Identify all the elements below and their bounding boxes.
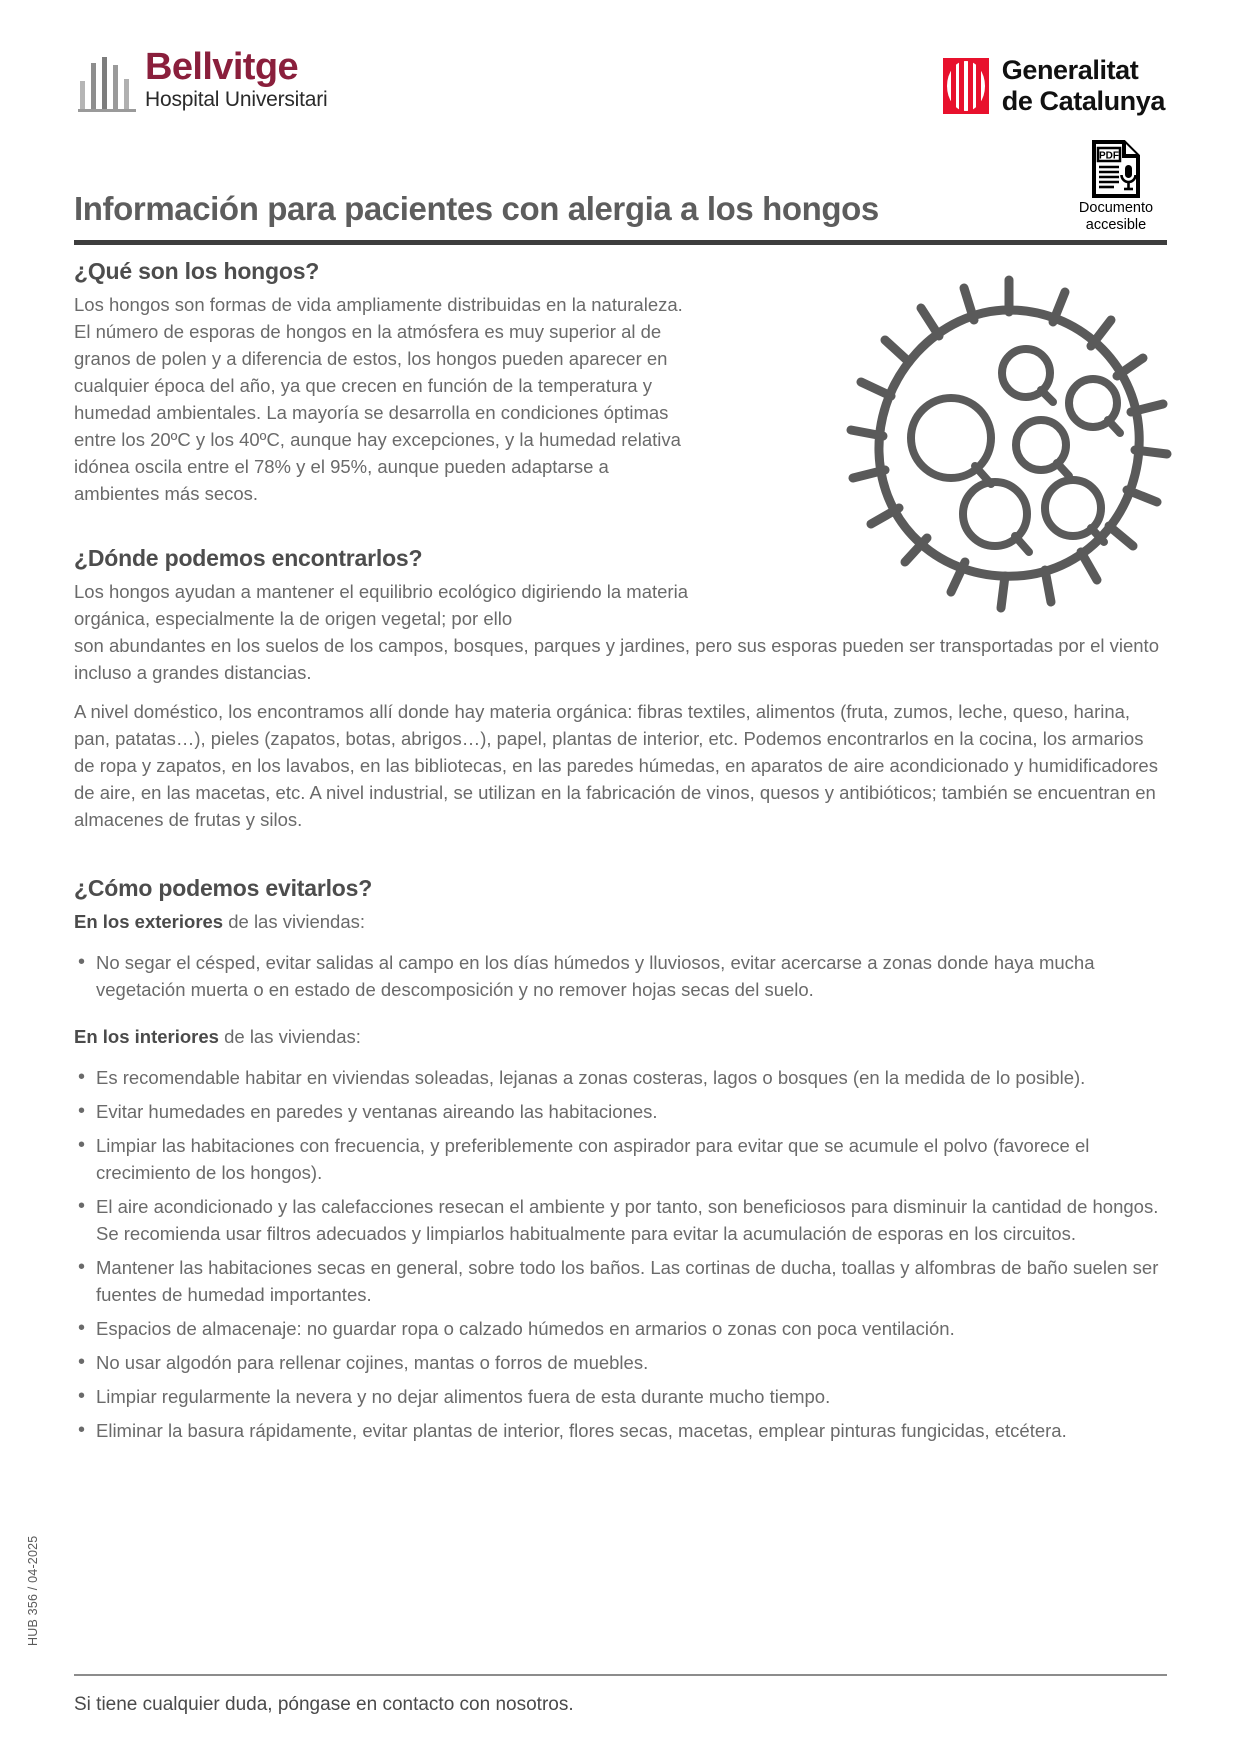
interiors-lead-bold: En los interiores [74,1026,219,1047]
section-donde-encontrarlos [74,545,1167,833]
exteriors-bullet-list [74,949,1167,1003]
badge-caption-line1: Documento [1078,200,1154,216]
section-heading: ¿Dónde podemos encontrarlos? [74,545,423,571]
hospital-brand-subtitle: Hospital Universitari [145,88,328,111]
section-heading: ¿Cómo podemos evitarlos? [74,875,373,901]
exteriors-lead-rest: de las viviendas: [223,911,366,932]
generalitat-logo [943,55,1165,117]
section-paragraph-narrow: Los hongos ayudan a mantener el equilibrio ecológico digiriendo la materia orgánica, especialmente la de origen vegetal; por ello [74,581,688,629]
bellvitge-hospital-logo [78,48,328,112]
section-paragraph: Los hongos son formas de vida ampliamente distribuidas en la naturaleza. El número de esporas de hongos en la atmósfera es muy superior al de granos de polen y a diferencia de estos, los hongos pueden aparecer en cualquier época del año, ya que crecen en función de la temperatura y humedad ambientales. La mayoría se desarrolla en condiciones óptimas entre los 20ºC y los 40ºC, aunque hay excepciones, y la humedad relativa idónea oscila entre el 78% y el 95%, aunque pueden adaptarse a ambientes más secos. [74,294,683,504]
generalitat-line2: de Catalunya [1001,86,1165,117]
section-paragraph-wide: son abundantes en los suelos de los campos, bosques, parques y jardines, pero sus esporas pueden ser transportadas por el viento incluso a grandes distancias. [74,635,1159,683]
exteriors-lead-bold: En los exteriores [74,911,224,932]
list-item: • No usar algodón para rellenar cojines, mantas o forros de muebles. [74,1349,1167,1376]
footer-contact-text: Si tiene cualquier duda, póngase en contacto con nosotros. [74,1694,574,1715]
list-item: • Evitar humedades en paredes y ventanas aireando las habitaciones. [74,1098,1167,1125]
title-divider [74,240,1167,245]
list-item: • Eliminar la basura rápidamente, evitar plantas de interior, flores secas, macetas, emplear pinturas fungicidas, etcétera. [74,1417,1167,1444]
interiors-bullet-list [74,1064,1167,1444]
hospital-brand-name: Bellvitge [145,46,298,88]
list-item: • Limpiar las habitaciones con frecuencia, y preferiblemente con aspirador para evitar que se acumule el polvo (favorece el crecimiento de los hongos). [74,1132,1167,1186]
section-heading: ¿Qué son los hongos? [74,258,320,284]
page-header [0,0,1241,140]
list-item: • Limpiar regularmente la nevera y no dejar alimentos fuera de esta durante mucho tiempo. [74,1383,1167,1410]
interiors-lead-rest: de las viviendas: [218,1026,361,1047]
list-item: • Espacios de almacenaje: no guardar ropa o calzado húmedos en armarios o zonas con poca ventilación. [74,1315,1167,1342]
title-block [74,190,1167,245]
generalitat-line1: Generalitat [1001,55,1139,85]
bellvitge-building-bars-icon [78,54,136,112]
list-item: • No segar el césped, evitar salidas al campo en los días húmedos y lluviosos, evitar acercarse a zonas donde haya mucha vegetación muerta o en estado de descomposición y no remover hojas secas del suelo. [74,949,1167,1003]
document-body [74,258,1167,1464]
exteriors-lead [74,908,1167,935]
footer-divider [74,1674,1167,1676]
section-que-son-los-hongos [74,258,1167,507]
svg-text:PDF: PDF [1099,150,1119,162]
page-title: Información para pacientes con alergia a los hongos [74,190,879,227]
list-item: • Mantener las habitaciones secas en general, sobre todo los baños. Las cortinas de ducha, toallas y alfombras de baño suelen ser fuentes de humedad importantes. [74,1254,1167,1308]
document-reference-code: HUB 356 / 04-2025 [26,1535,40,1646]
interiors-lead [74,1023,1167,1050]
section-paragraph-last: A nivel doméstico, los encontramos allí donde hay materia orgánica: fibras textiles, alimentos (fruta, zumos, leche, queso, harina, pan, patatas…), pieles (zapatos, botas, abrigos…), papel, plantas de interior, etc. Podemos encontrarlos en la cocina, los armarios de ropa y zapatos, en los lavabos, en las bibliotecas, en las paredes húmedas, en aparatos de aire acondicionado y humidificadores de aire, en las macetas, etc. A nivel industrial, se utilizan en la fabricación de vinos, quesos y antibióticos; también se encuentran en almacenes de frutas y silos. [74,701,1158,830]
list-item: • El aire acondicionado y las calefacciones resecan el ambiente y por tanto, son beneficiosos para disminuir la cantidad de hongos. Se recomienda usar filtros adecuados y limpiarlos habitualmente para evitar la acumulación de esporas en los circuitos. [74,1193,1167,1247]
senyera-shield-icon [943,58,989,114]
badge-caption-line2: accesible [1085,216,1147,233]
section-como-evitarlos [74,875,1167,1444]
list-item: • Es recomendable habitar en viviendas soleadas, lejanas a zonas costeras, lagos o bosques (en la medida de lo posible). [74,1064,1167,1091]
